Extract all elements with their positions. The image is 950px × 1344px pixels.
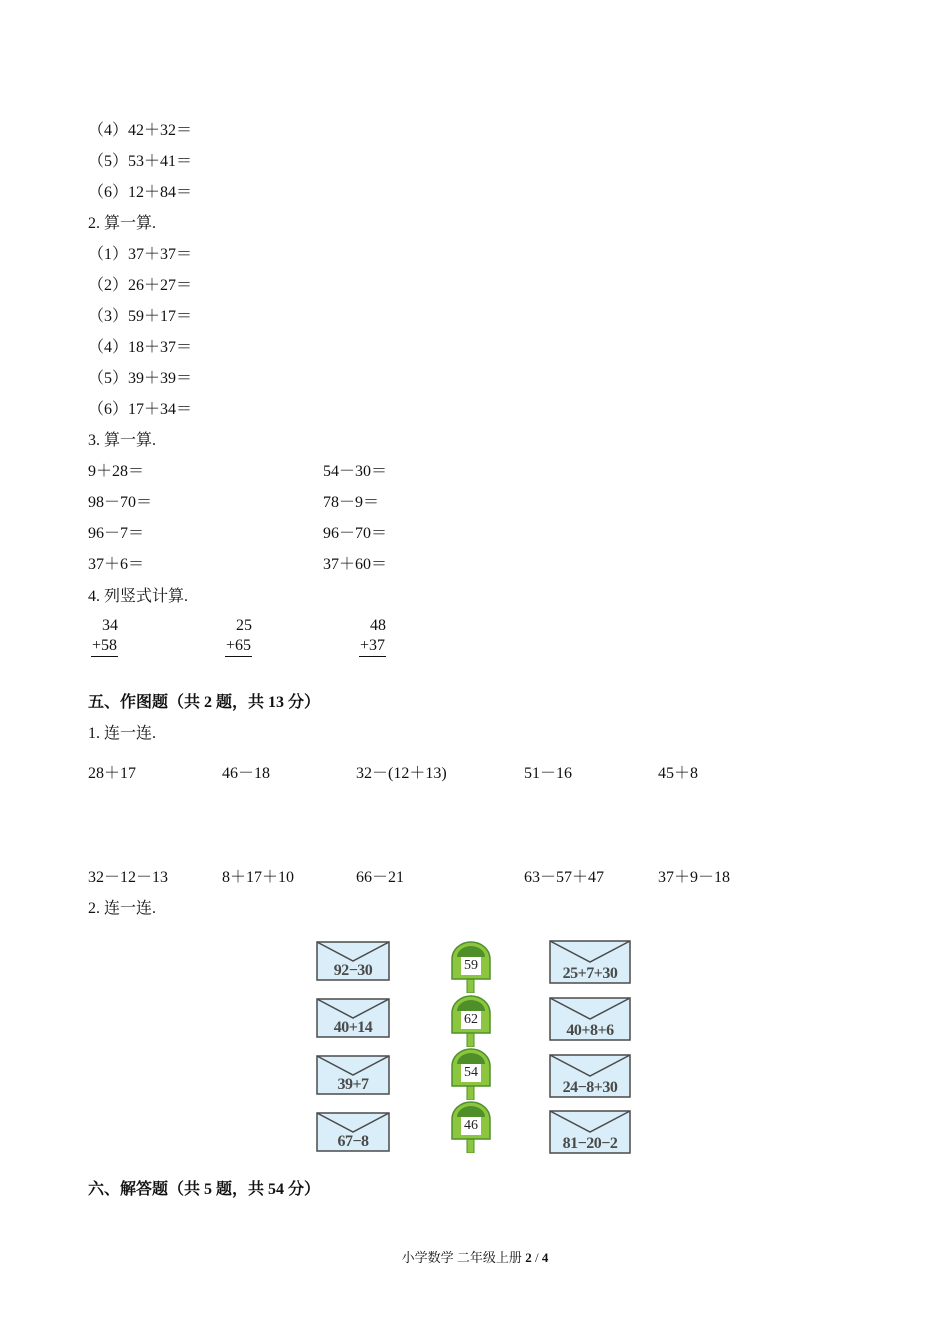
calc-item: （4）42＋32＝ — [88, 122, 193, 139]
question-title: 2. 连一连. — [88, 900, 157, 917]
calc-item: 96－70＝ — [323, 525, 388, 542]
page-number: 2 — [525, 1250, 532, 1265]
mailbox-number: 59 — [461, 957, 481, 975]
section-heading: 五、作图题（共 2 题，共 13 分） — [88, 694, 321, 711]
mailbox[interactable] — [449, 995, 493, 1047]
section-heading: 六、解答题（共 5 题，共 54 分） — [88, 1181, 321, 1198]
page-footer — [0, 1247, 950, 1266]
calc-item: （2）26＋27＝ — [88, 277, 193, 294]
question-title: 2. 算一算. — [88, 215, 157, 232]
match-expression[interactable]: 66－21 — [356, 869, 405, 886]
mailbox[interactable] — [449, 941, 493, 993]
calc-item: 37＋60＝ — [323, 556, 388, 573]
vertical-top: 25 — [236, 617, 252, 634]
match-expression[interactable]: 32－(12＋13) — [356, 765, 447, 782]
envelope[interactable] — [549, 997, 631, 1041]
calc-item: 96－7＝ — [88, 525, 145, 542]
question-title: 4. 列竖式计算. — [88, 588, 189, 605]
calc-item: （3）59＋17＝ — [88, 308, 193, 325]
envelope-label: 24−8+30 — [562, 1079, 618, 1096]
mailbox[interactable] — [449, 1048, 493, 1100]
match-expression[interactable]: 32－12－13 — [88, 869, 169, 886]
envelope[interactable] — [549, 940, 631, 984]
mailbox-number: 46 — [461, 1117, 481, 1135]
calc-item: （6）17＋34＝ — [88, 401, 193, 418]
match-expression[interactable]: 46－18 — [222, 765, 271, 782]
vertical-calc — [346, 616, 386, 657]
vertical-calc — [212, 616, 252, 657]
envelope[interactable] — [316, 1055, 390, 1095]
page-total: 4 — [541, 1250, 549, 1265]
envelope-label: 39+7 — [337, 1076, 369, 1093]
calc-item: 98－70＝ — [88, 494, 153, 511]
calc-item: （4）18＋37＝ — [88, 339, 193, 356]
vertical-top: 34 — [102, 617, 118, 634]
envelope-label: 25+7+30 — [562, 965, 618, 982]
calc-item: （6）12＋84＝ — [88, 184, 193, 201]
envelope[interactable] — [316, 941, 390, 981]
mailbox[interactable] — [449, 1101, 493, 1153]
envelope[interactable] — [316, 998, 390, 1038]
footer-text: 小学数学 二年级上册 — [401, 1250, 522, 1265]
page-separator: / — [534, 1250, 539, 1265]
vertical-bottom: +37 — [359, 636, 386, 657]
mailbox-number: 62 — [461, 1011, 481, 1029]
calc-item: 37＋6＝ — [88, 556, 145, 573]
vertical-calc — [78, 616, 118, 657]
mailbox-number: 54 — [461, 1064, 481, 1082]
calc-item: （5）53＋41＝ — [88, 153, 193, 170]
match-expression[interactable]: 45＋8 — [658, 765, 699, 782]
vertical-top: 48 — [370, 617, 386, 634]
calc-item: 9＋28＝ — [88, 463, 145, 480]
envelope-label: 67−8 — [337, 1133, 369, 1150]
envelope[interactable] — [549, 1110, 631, 1154]
match-expression[interactable]: 63－57＋47 — [524, 869, 605, 886]
match-expression[interactable]: 37＋9－18 — [658, 869, 731, 886]
vertical-bottom: +58 — [91, 636, 118, 657]
question-title: 1. 连一连. — [88, 725, 157, 742]
envelope-label: 40+14 — [333, 1019, 373, 1036]
calc-item: 54－30＝ — [323, 463, 388, 480]
calc-item: （1）37＋37＝ — [88, 246, 193, 263]
envelope-label: 81−20−2 — [562, 1135, 618, 1152]
calc-item: 78－9＝ — [323, 494, 380, 511]
match-expression[interactable]: 51－16 — [524, 765, 573, 782]
match-expression[interactable]: 8＋17＋10 — [222, 869, 295, 886]
calc-item: （5）39＋39＝ — [88, 370, 193, 387]
match-expression[interactable]: 28＋17 — [88, 765, 137, 782]
envelope-label: 40+8+6 — [566, 1022, 614, 1039]
envelope[interactable] — [549, 1054, 631, 1098]
question-title: 3. 算一算. — [88, 432, 157, 449]
vertical-bottom: +65 — [225, 636, 252, 657]
envelope[interactable] — [316, 1112, 390, 1152]
envelope-label: 92−30 — [333, 962, 373, 979]
